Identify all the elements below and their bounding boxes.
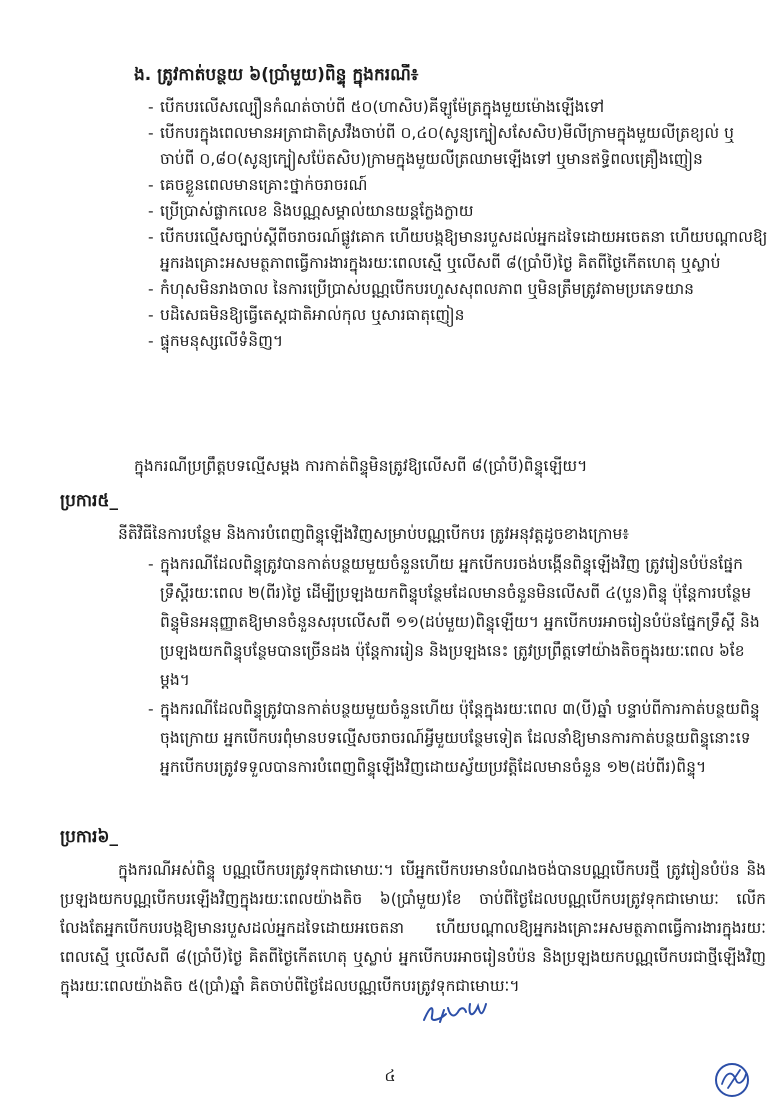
list-item: - កំហុសមិនរាងចាល នៃការប្រើប្រាស់បណ្ណបើកបរហួសសុពលភាព ឬមិនត្រឹមត្រូវតាមប្រភេទយាន: [148, 280, 694, 298]
list-item: - បើកបរលើសល្បឿនកំណត់ចាប់ពី ៥០(ហាសិប)គីឡូម៉ែត្រក្នុងមួយម៉ោងឡើងទៅ: [148, 98, 605, 116]
handwritten-signature: [420, 996, 488, 1030]
article-6-paragraph: ក្នុងករណីអស់ពិន្ទុ បណ្ណបើកបរត្រូវទុកជាមោឃៈ។ បើអ្នកបើកបរមានបំណងចង់បានបណ្ណបើកបរថ្មី ត្រូវរៀនបំប៉ន និងប្រឡងយកបណ្ណបើកបរឡើងវិញក្នុងរយៈពេលយ៉ាងតិច ៦(ប្រាំមួយ)ខែ ចាប់ពីថ្ងៃដែលបណ្ណបើកបរត្រូវទុកជាមោឃៈ លើកលែងតែអ្នកបើកបរបង្កឱ្យមានរបួសដល់អ្នកដទៃដោយអចេតនា ហើយបណ្តាលឱ្យអ្នករងគ្រោះអសមត្ថភាពធ្វើការងារក្នុងរយៈពេលស្មើ ឬលើសពី ៨(ប្រាំបី)ថ្ងៃ គិតពីថ្ងៃកើតហេតុ ឬស្លាប់ អ្នកបើកបរអាចរៀនបំប៉ន និងប្រឡងយកបណ្ណបើកបរជាថ្មីឡើងវិញក្នុងរយៈពេលយ៉ាងតិច ៥(ប្រាំ)ឆ្នាំ គិតចាប់ពីថ្ងៃដែលបណ្ណបើកបរត្រូវទុកជាមោឃៈ។: [60, 861, 766, 995]
section-heading: ង. ត្រូវកាត់បន្ថយ ៦(ប្រាំមួយ)ពិន្ទុ ក្នុងករណី៖: [134, 65, 419, 85]
list-item: - បើកបរល្មើសច្បាប់ស្តីពីចរាចរណ៍ផ្លូវគោក ហើយបង្កឱ្យមានរបួសដល់អ្នកដទៃដោយអចេតនា ហើយបណ្តាលឱ្យអ្នករងគ្រោះអសមត្ថភាពធ្វើការងារក្នុងរយៈពេលស្មើ ឬលើសពី ៨(ប្រាំបី)ថ្ងៃ គិតពីថ្ងៃកើតហេតុ ឬស្លាប់: [148, 228, 768, 272]
list-item: - ក្នុងករណីដែលពិន្ទុត្រូវបានកាត់បន្ថយមួយចំនួនហើយ អ្នកបើកបរចង់បង្កើនពិន្ទុឡើងវិញ ត្រូវរៀនបំប៉នផ្នែកទ្រឹស្តីរយៈពេល ២(ពីរ)ថ្ងៃ ដើម្បីប្រឡងយកពិន្ទុបន្ថែមដែលមានចំនួនមិនលើសពី ៤(បួន)ពិន្ទុ ប៉ុន្តែការបន្ថែមពិន្ទុមិនអនុញ្ញាតឱ្យមានចំនួនសរុបលើសពី ១១(ដប់មួយ)ពិន្ទុឡើយ។ អ្នកបើកបរអាចរៀនបំប៉នផ្នែកទ្រឹស្តី និងប្រឡងយកពិន្ទុបន្ថែមបានច្រើនដង ប៉ុន្តែការរៀន និងប្រឡងនេះ ត្រូវប្រព្រឹត្តទៅយ៉ាងតិចក្នុងរយៈពេល ៦ខែម្តង។: [148, 555, 760, 689]
section-bullet-list: [148, 94, 768, 354]
closing-paragraph: ក្នុងករណីប្រព្រឹត្តបទល្មើសម្តង ការកាត់ពិន្ទុមិនត្រូវឱ្យលើសពី ៨(ប្រាំបី)ពិន្ទុឡើយ។: [134, 457, 588, 475]
article-5-bullet-list: [148, 550, 768, 782]
article-5-intro-text: នីតិវិធីនៃការបន្ថែម និងការបំពេញពិន្ទុឡើងវិញសម្រាប់បណ្ណបើកបរ ត្រូវអនុវត្តដូចខាងក្រោម៖: [118, 525, 630, 543]
article-5-intro: [118, 520, 768, 548]
initial-stamp-mark: [710, 1058, 754, 1102]
article-6-body: [60, 856, 766, 1001]
list-item: - បើកបរក្នុងពេលមានអត្រាជាតិស្រវឹងចាប់ពី ០,៤០(សូន្យក្បៀសសែសិប)មីលីក្រាមក្នុងមួយលីត្រខ្យល់ ឬចាប់ពី ០,៨០(សូន្យក្បៀសប៉ែតសិប)ក្រាមក្នុងមួយលីត្រឈាមឡើងទៅ ឬមានឥទ្ធិពលគ្រឿងញៀន: [148, 124, 734, 168]
list-item: - ប្រើប្រាស់ផ្លាកលេខ និងបណ្ណសម្គាល់យានយន្តក្លែងក្លាយ: [148, 202, 474, 220]
page-number: ៤: [384, 1066, 396, 1085]
list-item: - បដិសេធមិនឱ្យធ្វើតេស្តជាតិអាល់កុល ឬសារធាតុញៀន: [148, 306, 465, 324]
article-5-heading: ប្រការ៥_: [60, 491, 118, 511]
article-6-heading: ប្រការ៦_: [60, 827, 118, 847]
list-item: - ក្នុងករណីដែលពិន្ទុត្រូវបានកាត់បន្ថយមួយចំនួនហើយ ប៉ុន្តែក្នុងរយៈពេល ៣(បី)ឆ្នាំ បន្ទាប់ពីការកាត់បន្ថយពិន្ទុចុងក្រោយ អ្នកបើកបរពុំមានបទល្មើសចរាចរណ៍អ្វីមួយបន្ថែមទៀត ដែលនាំឱ្យមានការកាត់បន្ថយពិន្ទុនោះទេ អ្នកបើកបរត្រូវទទួលបានការបំពេញពិន្ទុឡើងវិញដោយស្វ័យប្រវត្តិដែលមានចំនួន ១២(ដប់ពីរ)ពិន្ទុ។: [148, 700, 760, 776]
list-item: - គេចខ្លួនពេលមានគ្រោះថ្នាក់ចរាចរណ៍: [148, 176, 368, 194]
list-item: - ផ្ទុកមនុស្សលើទំនិញ។: [148, 332, 284, 350]
section-closing: [134, 452, 764, 480]
